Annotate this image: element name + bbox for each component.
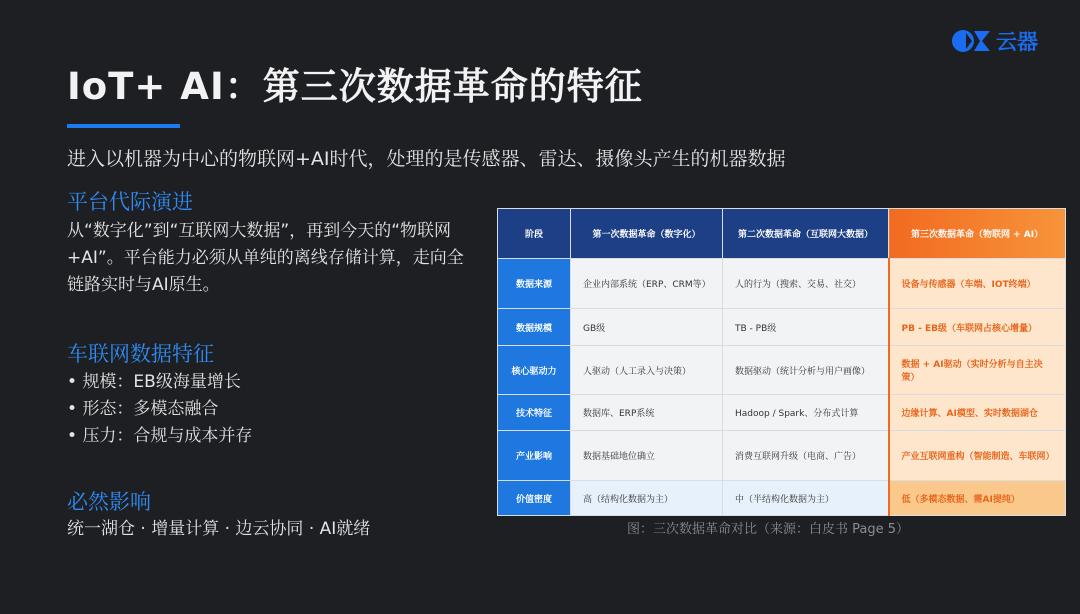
table-row (498, 259, 1066, 309)
section-text: 从“数字化”到“互联网大数据”，再到今天的“物联网+AI”。平台能力必须从单纯的离线存储计算，走向全链路实时与AI原生。 (67, 221, 464, 295)
table-cell: PB - EB级（车联网占核心增量） (889, 309, 1066, 346)
table-row (498, 481, 1066, 516)
table-cell: 人驱动（人工录入与决策） (571, 346, 723, 395)
bullet-list (67, 369, 477, 450)
table-header: 第一次数据革命（数字化） (571, 209, 723, 259)
table-header: 第二次数据革命（互联网大数据） (723, 209, 889, 259)
table-cell: TB - PB级 (723, 309, 889, 346)
table-cell: 高（结构化数据为主） (571, 481, 723, 516)
table-caption: 图：三次数据革命对比（来源：白皮书 Page 5） (627, 522, 910, 537)
table-cell: GB级 (571, 309, 723, 346)
logo (952, 26, 1038, 56)
table-cell: 消费互联网升级（电商、广告） (723, 431, 889, 481)
table-cell: 数据驱动（统计分析与用户画像） (723, 346, 889, 395)
section-heading: 必然影响 (67, 490, 151, 514)
table-cell: 数据规模 (498, 309, 571, 346)
table-cell: 技术特征 (498, 395, 571, 431)
comparison-table (497, 208, 1066, 516)
table-cell: 企业内部系统（ERP、CRM等） (571, 259, 723, 309)
list-item: • 形态：多模态融合 (67, 399, 219, 419)
table-header-row (498, 209, 1066, 259)
section-text: 统一湖仓 · 增量计算 · 边云协同 · AI就绪 (67, 519, 371, 539)
title-underline (67, 124, 180, 128)
table-cell: 低（多模态数据、需AI提纯） (889, 481, 1066, 516)
subtitle: 进入以机器为中心的物联网+AI时代，处理的是传感器、雷达、摄像头产生的机器数据 (67, 148, 786, 170)
bullet-text: 规模：EB级海量增长 (82, 372, 241, 392)
list-item: • 规模：EB级海量增长 (67, 372, 241, 392)
page-title: IoT+ AI：第三次数据革命的特征 (67, 65, 643, 108)
table-cell: 边缘计算、AI模型、实时数据湖仓 (889, 395, 1066, 431)
table-row (498, 309, 1066, 346)
table-row (498, 346, 1066, 395)
table-cell: 数据来源 (498, 259, 571, 309)
table-header: 阶段 (498, 209, 571, 259)
table-cell: 核心驱动力 (498, 346, 571, 395)
table-cell: 数据 + AI驱动（实时分析与自主决策） (889, 346, 1066, 395)
table-header: 第三次数据革命（物联网 + AI） (889, 209, 1066, 259)
table-cell: 数据基础地位确立 (571, 431, 723, 481)
table-cell: 价值密度 (498, 481, 571, 516)
table-cell: 中（半结构化数据为主） (723, 481, 889, 516)
table-row (498, 395, 1066, 431)
section-heading: 平台代际演进 (67, 190, 193, 214)
table-row (498, 431, 1066, 481)
section-heading: 车联网数据特征 (67, 342, 214, 366)
table-cell: 人的行为（搜索、交易、社交） (723, 259, 889, 309)
table-cell: 设备与传感器（车端、IOT终端） (889, 259, 1066, 309)
bullet-text: 压力：合规与成本并存 (82, 426, 253, 446)
table-cell: 数据库、ERP系统 (571, 395, 723, 431)
logo-text: 云器 (996, 30, 1038, 54)
table-cell: 产业互联网重构（智能制造、车联网） (889, 431, 1066, 481)
cx-logo-icon (952, 29, 992, 53)
list-item: • 压力：合规与成本并存 (67, 426, 253, 446)
table-cell: 产业影响 (498, 431, 571, 481)
table-cell: Hadoop / Spark、分布式计算 (723, 395, 889, 431)
bullet-text: 形态：多模态融合 (82, 399, 219, 419)
